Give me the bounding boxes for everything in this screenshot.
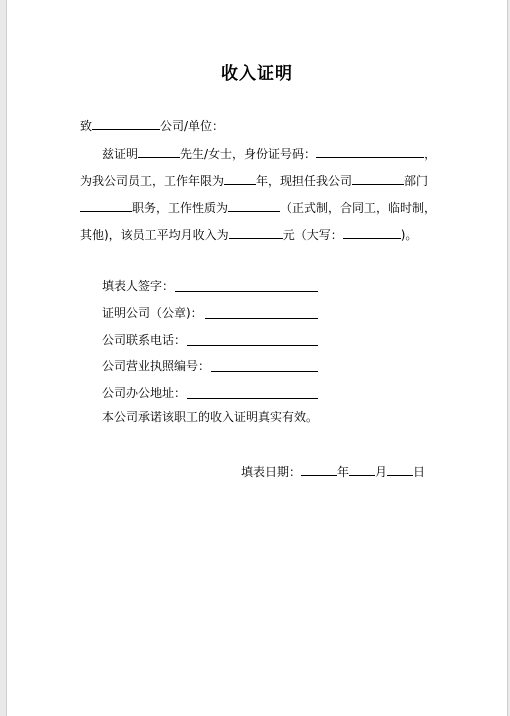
body-text: 元（大写： — [282, 228, 343, 242]
greeting-prefix: 致 — [80, 119, 93, 133]
field-signer-label: 填表人签字： — [102, 279, 175, 293]
blank-employee-name — [138, 146, 180, 158]
pledge-text: 本公司承诺该职工的收入证明真实有效。 — [102, 410, 319, 424]
body-text: 先生/女士，身份证号码： — [180, 147, 317, 161]
date-year: 年 — [337, 465, 350, 479]
body-text: )。 — [400, 228, 418, 242]
blank-income-in-words — [343, 227, 401, 239]
body-text: 其他)，该员工平均月收入为 — [80, 228, 229, 242]
blank-year — [301, 464, 337, 476]
date-month: 月 — [375, 465, 388, 479]
date-line — [241, 464, 425, 479]
field-license-label: 公司营业执照编号： — [102, 359, 211, 373]
field-phone-label: 公司联系电话： — [102, 333, 187, 347]
blank-monthly-income — [229, 227, 283, 239]
body-line-1 — [102, 146, 436, 161]
body-line-3 — [80, 200, 436, 215]
body-line-4 — [80, 227, 417, 242]
field-license-line — [211, 371, 318, 372]
greeting-line — [80, 118, 224, 133]
document-title: 收入证明 — [221, 64, 293, 84]
date-label: 填表日期： — [241, 465, 302, 479]
greeting-suffix: 公司/单位： — [160, 119, 225, 133]
blank-company-name — [92, 118, 160, 130]
blank-month — [349, 464, 375, 476]
field-phone-line — [187, 345, 318, 346]
body-text: 为我公司员工，工作年限为 — [80, 174, 225, 188]
body-text: ， — [424, 147, 437, 161]
blank-work-type — [228, 200, 280, 212]
blank-position — [80, 200, 132, 212]
field-company-seal-line — [205, 318, 318, 319]
body-text: 年，现担任我公司 — [256, 174, 353, 188]
body-line-2 — [80, 173, 428, 188]
field-address-line — [187, 398, 318, 399]
body-text: （正式制，合同工，临时制， — [280, 201, 437, 215]
field-signer-line — [175, 291, 318, 292]
blank-work-years — [224, 173, 256, 185]
blank-department — [352, 173, 404, 185]
blank-day — [387, 464, 413, 476]
blank-id-number — [316, 146, 424, 158]
field-company-seal-label: 证明公司（公章)： — [102, 306, 203, 320]
body-text: 兹证明 — [102, 147, 139, 161]
document-page — [6, 0, 508, 716]
date-day: 日 — [413, 465, 426, 479]
body-text: 部门 — [404, 174, 429, 188]
body-text: 职务，工作性质为 — [132, 201, 229, 215]
field-address-label: 公司办公地址： — [102, 386, 187, 400]
